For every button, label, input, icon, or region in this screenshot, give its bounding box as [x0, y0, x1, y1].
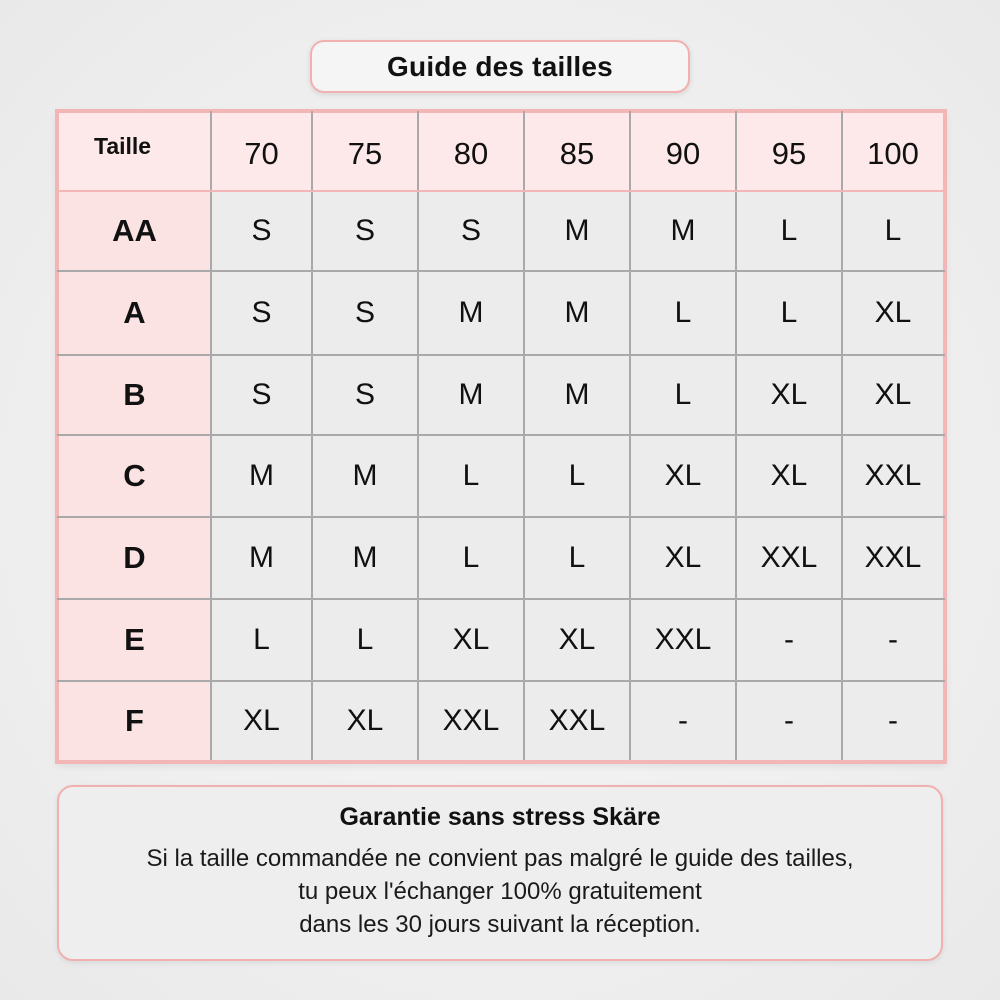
cup-label: E [58, 599, 211, 681]
guarantee-text [59, 842, 941, 941]
size-cell: - [842, 599, 944, 681]
size-cell: XXL [842, 517, 944, 599]
cup-label: B [58, 355, 211, 435]
size-cell: XL [211, 681, 312, 761]
cup-label: F [58, 681, 211, 761]
size-cell: L [312, 599, 418, 681]
size-row [58, 681, 944, 761]
guarantee-title: Garantie sans stress Skäre [339, 803, 661, 831]
size-cell: M [312, 517, 418, 599]
band-header: 100 [842, 112, 944, 191]
size-cell: XXL [418, 681, 524, 761]
size-cell: - [736, 681, 842, 761]
cup-label: AA [58, 191, 211, 271]
size-cell: L [524, 517, 630, 599]
size-cell: M [418, 271, 524, 355]
size-cell: S [211, 355, 312, 435]
cup-label: D [58, 517, 211, 599]
size-cell: XL [418, 599, 524, 681]
size-cell: L [418, 517, 524, 599]
corner-label: Taille [58, 112, 211, 191]
size-cell: M [630, 191, 736, 271]
guarantee-line: dans les 30 jours suivant la réception. [299, 911, 701, 938]
guarantee-line: tu peux l'échanger 100% gratuitement [298, 878, 702, 905]
size-cell: S [312, 271, 418, 355]
size-cell: - [630, 681, 736, 761]
size-cell: M [312, 435, 418, 517]
size-cell: L [630, 355, 736, 435]
band-header: 95 [736, 112, 842, 191]
size-cell: S [312, 191, 418, 271]
size-cell: XXL [630, 599, 736, 681]
size-cell: L [211, 599, 312, 681]
size-row [58, 517, 944, 599]
size-cell: XL [736, 355, 842, 435]
size-row [58, 355, 944, 435]
size-cell: XL [524, 599, 630, 681]
size-cell: M [418, 355, 524, 435]
cup-label: A [58, 271, 211, 355]
size-cell: XL [842, 271, 944, 355]
size-cell: L [736, 191, 842, 271]
band-header-row [58, 112, 944, 191]
size-row [58, 435, 944, 517]
cup-label: C [58, 435, 211, 517]
size-row [58, 191, 944, 271]
band-header: 80 [418, 112, 524, 191]
size-cell: XL [630, 517, 736, 599]
band-header: 70 [211, 112, 312, 191]
size-cell: M [211, 435, 312, 517]
size-cell: - [842, 681, 944, 761]
size-row [58, 271, 944, 355]
size-cell: XXL [842, 435, 944, 517]
size-cell: M [211, 517, 312, 599]
size-cell: XXL [524, 681, 630, 761]
size-guide-title: Guide des tailles [387, 50, 613, 82]
size-cell: S [211, 191, 312, 271]
size-cell: L [630, 271, 736, 355]
size-cell: M [524, 191, 630, 271]
size-cell: S [211, 271, 312, 355]
size-cell: S [418, 191, 524, 271]
size-cell: L [418, 435, 524, 517]
size-cell: - [736, 599, 842, 681]
size-cell: XL [312, 681, 418, 761]
size-cell: XL [630, 435, 736, 517]
size-row [58, 599, 944, 681]
band-header: 75 [312, 112, 418, 191]
size-guide-title-badge [310, 40, 690, 93]
size-cell: M [524, 271, 630, 355]
guarantee-box [57, 785, 943, 961]
size-cell: M [524, 355, 630, 435]
size-cell: L [736, 271, 842, 355]
size-cell: XXL [736, 517, 842, 599]
size-cell: L [524, 435, 630, 517]
size-cell: XL [736, 435, 842, 517]
size-cell: XL [842, 355, 944, 435]
band-header: 85 [524, 112, 630, 191]
size-chart-table [57, 111, 945, 762]
size-cell: L [842, 191, 944, 271]
band-header: 90 [630, 112, 736, 191]
size-cell: S [312, 355, 418, 435]
guarantee-line: Si la taille commandée ne convient pas malgré le guide des tailles, [146, 845, 854, 872]
